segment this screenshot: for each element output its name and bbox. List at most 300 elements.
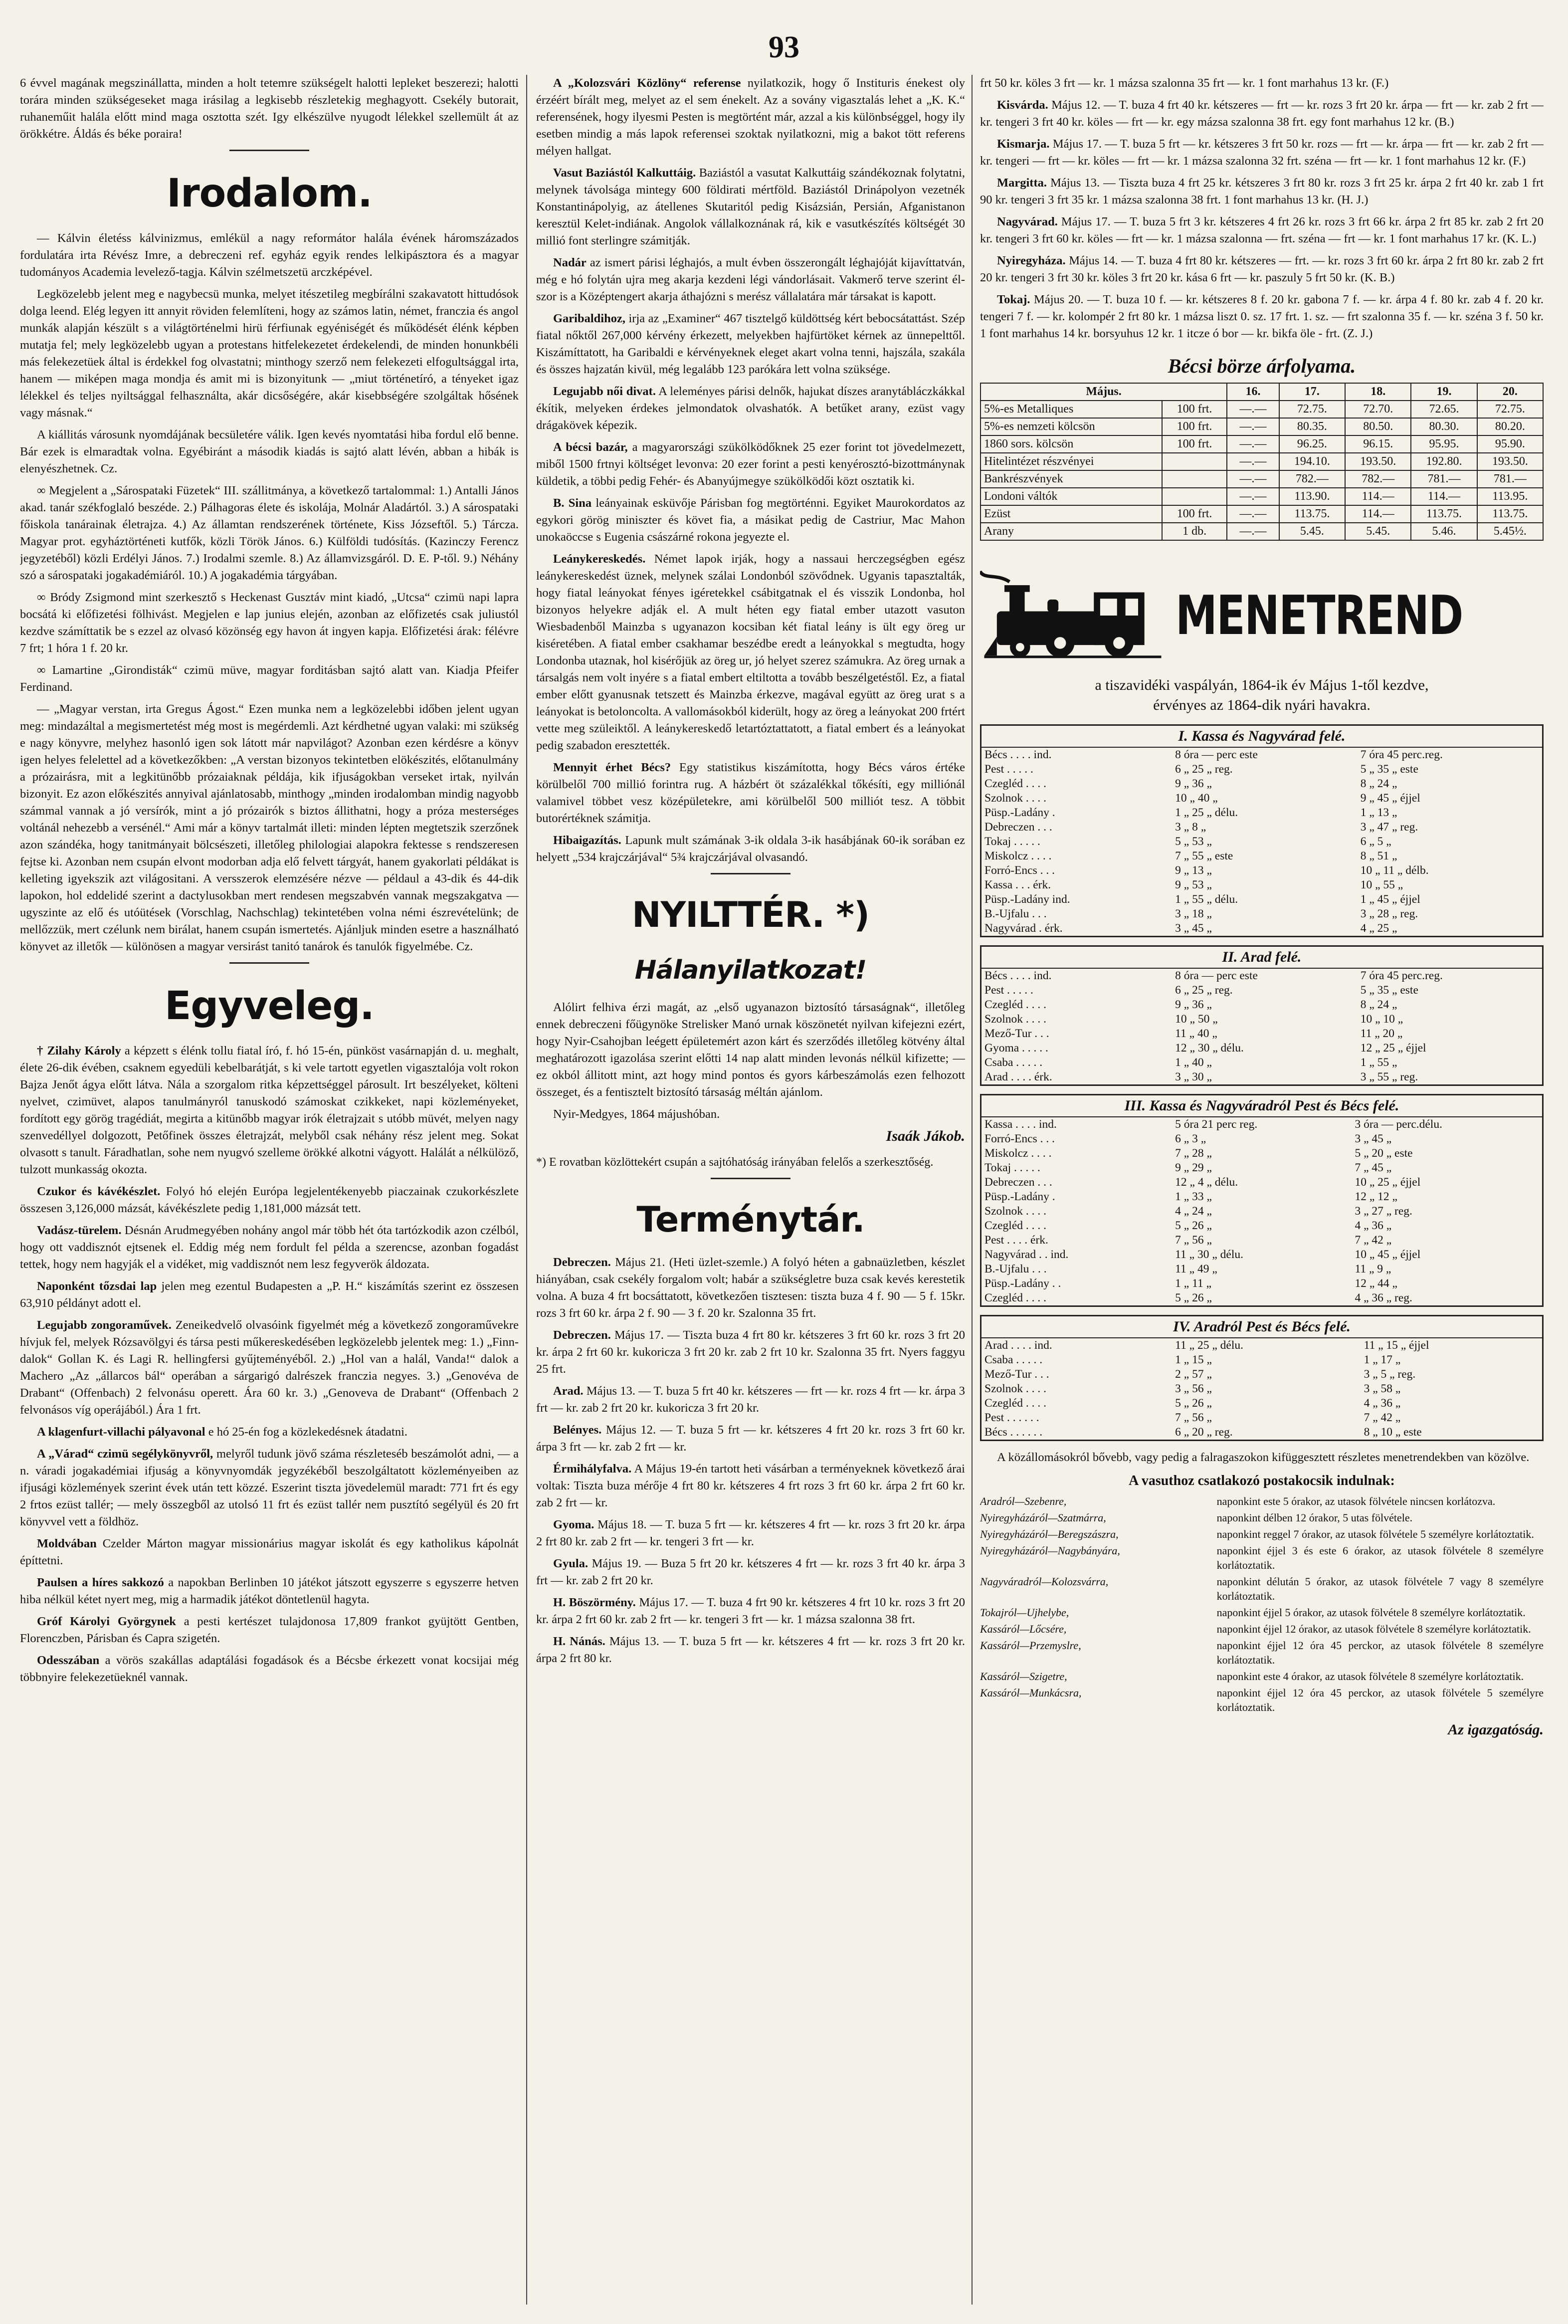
departure-time: 1 „ 11 „: [1175, 1277, 1212, 1290]
departure-time: 9 „ 53 „: [1175, 878, 1212, 891]
column-1: [20, 75, 519, 2305]
news-text: Egy statistikus kiszámította, hogy Bécs város értéke körülbelől 700 millió forintra rug. A házbért öt százalékkal tőkésíti, egy milliónál valamivel többet vesz középületekre, ami körülbelől 500 milliót tesz. A többit butorértéknek számitja.: [536, 761, 965, 825]
timetable-route: [980, 945, 1544, 1086]
column-rule: [972, 75, 973, 2305]
timetable-row: [981, 1041, 1542, 1056]
news-lead: Odesszában: [37, 1654, 100, 1667]
news-lead: Legujabb női divat.: [553, 385, 656, 398]
station-name: B.-Ujfalu . . .: [984, 1263, 1047, 1275]
departure-time: 4 „ 24 „: [1175, 1205, 1212, 1218]
bourse-header: 20.: [1477, 383, 1543, 401]
station-name: Tokaj . . . . .: [984, 835, 1040, 848]
bourse-row: [980, 488, 1543, 505]
departure-time: 8 „ 10 „ este: [1364, 1426, 1422, 1439]
timetable-row: [981, 1262, 1542, 1276]
news-item: [20, 1222, 519, 1273]
station-name: Arad . . . . ind.: [984, 1339, 1052, 1352]
bourse-cell: 100 frt.: [1162, 435, 1227, 453]
news-lead: † Zilahy Károly: [37, 1044, 121, 1057]
departure-time: 3 „ 45 „: [1175, 922, 1212, 935]
timetable-row: [981, 762, 1542, 777]
market-lead: Arad.: [553, 1384, 584, 1398]
bourse-cell: —.—: [1227, 523, 1279, 540]
news-lead: A „Várad“ czimü segélykönyvről,: [37, 1447, 213, 1461]
market-text: Május 12. — T. buza 5 frt — kr. kétszeres 4 frt 20 kr. rozs 3 frt 60 kr. árpa 3 frt — kr. zab 2 frt — kr.: [536, 1423, 965, 1454]
bourse-header: 18.: [1345, 383, 1411, 401]
station-name: Szolnok . . . .: [984, 792, 1047, 805]
departure-time: 10 „ 50 „: [1175, 1013, 1218, 1026]
news-text: irja az „Examiner“ 467 tisztelgő küldöttség kért bebocsátattást. Szép fiatal nőktől 267,000 kérvény érkezett, melyekben hajfürtöket kérnek az ünnepelttől. Kiszámíttatott, ha Garibaldi e kérvényeknek eleget akart volna tenni, hajszála, szakála és összes hajzatán kivül, még legalább 123 parókára lett volna szüksége.: [536, 312, 965, 376]
station-name: Debreczen . . .: [984, 821, 1052, 834]
market-text: Május 14. — T. buza 4 frt 80 kr. kétszeres — frt. — kr. rozs 3 frt 60 kr. árpa 2 frt 80 kr. zab 2 frt 20 kr. tengeri 3 frt 30 kr. köles 3 frt 20 kr. kása 6 frt — kr. paszuly 5 frt 50 kr. (K. B.): [980, 254, 1544, 284]
irodalom-item: Legközelebb jelent meg e nagybecsü munka, melyet itészetileg megbírálni szakavatott hittudósok dolga leend. Elég legyen itt annyit röviden felemlíteni, hogy az számos latin, német, franczia és angol munkák alapján készült s a világtörténelmi hirü férfiunak egyéniségét és működését élénk képben mutatja fel; mely legközelebb ugyan a protestans hitfelekezetet érdekelendi, de minden honunkbéli más felekezetüek által is érdekkel fog olvastatni; minthogy szerző nem felekezeti elfogultsággal irta, hanem — miképen maga mondja és amit mi is bizonyitunk — „miut történetíró, a tényeket igaz lélekkel és teljes nyiltsággal felhasználta, akár dicsőségére, akár kisebbségére szolgáltak hősének vagy másnak.“: [20, 287, 519, 420]
market-lead: H. Nánás.: [553, 1635, 605, 1648]
station-name: Bécs . . . . ind.: [984, 969, 1052, 982]
bourse-cell: 80.35.: [1279, 418, 1345, 435]
departure-time: 3 „ 56 „: [1175, 1382, 1212, 1395]
bourse-security-name: Londoni váltók: [980, 488, 1162, 505]
timetable-row: [981, 969, 1542, 983]
bourse-security-name: Hitelintézet részvényei: [980, 453, 1162, 470]
station-name: Mező-Tur . . .: [984, 1027, 1049, 1040]
bourse-cell: 782.—: [1345, 470, 1411, 488]
bourse-cell: 193.50.: [1345, 453, 1411, 470]
mail-coach-row: [980, 1510, 1544, 1525]
departure-time: 7 „ 45 „: [1355, 1161, 1392, 1174]
market-text: Május 17. — T. buza 5 frt 3 kr. kétszeres 4 frt 26 kr. rozs 3 frt 66 kr. árpa 2 frt 85 kr. zab 2 frt 20 kr. tengeri 3 frt 60 kr. köles — frt — kr. 1 mázsa szalonna — frt. széna — frt — kr. 1 font marhahus 17 kr. (K. L.): [980, 215, 1544, 245]
mail-coach-route: Tokajról—Ujhelybe,: [980, 1606, 1069, 1619]
irodalom-item: ∞ Lamartine „Girondisták“ czimü müve, magyar forditásban sajtó alatt van. Kiadja Pfeifer Ferdinand.: [20, 663, 519, 694]
mail-coach-route: Kassáról—Lőcsére,: [980, 1623, 1067, 1635]
departure-time: 3 „ 30 „: [1175, 1070, 1212, 1083]
timetable-table: [981, 748, 1542, 936]
mail-coach-info: naponkint este 4 órakor, az utasok fölvétele 8 személyre korlátoztatik.: [1216, 1670, 1524, 1683]
timetable-routes: [980, 724, 1544, 1441]
news-text: az ismert párisi léghajós, a mult évben összerongált léghajóját kijavíttatván, még e hó folytán ujra meg akarja kezdeni légi vándorlásait. Vakmerő terve szerint él-szor is a Középtengert akarja áthajózni s merész vállalatára már társakat is kapott.: [536, 256, 965, 303]
market-item: [536, 1633, 965, 1667]
news-item: [20, 1183, 519, 1217]
departure-time: 4 „ 36 „ reg.: [1355, 1291, 1412, 1304]
departure-time: 5 „ 35 „ este: [1360, 984, 1418, 997]
news-lead: Gróf Károlyi Györgynek: [37, 1615, 176, 1628]
bourse-cell: [1162, 453, 1227, 470]
departure-time: 1 „ 40 „: [1175, 1056, 1212, 1069]
market-lead: Debreczen.: [553, 1256, 611, 1269]
news-item: [536, 759, 965, 827]
departure-time: 12 „ 12 „: [1355, 1190, 1397, 1203]
timetable-row: [981, 1132, 1542, 1146]
station-name: Szolnok . . . .: [984, 1205, 1047, 1218]
departure-time: 1 „ 55 „ délu.: [1175, 893, 1238, 906]
mail-coach-info: naponkint délben 12 órakor, 5 utas fölvétele.: [1216, 1511, 1413, 1524]
news-item: [536, 439, 965, 490]
timetable-table: [981, 1117, 1542, 1305]
news-lead: Vasut Baziástól Kalkuttáig.: [553, 166, 696, 180]
station-name: Püsp.-Ladány . .: [984, 1277, 1061, 1290]
bourse-cell: —.—: [1227, 418, 1279, 435]
news-lead: Nadár: [553, 256, 587, 269]
departure-time: 5 „ 20 „ este: [1355, 1147, 1413, 1160]
mail-coach-route: Nyiregyházáról—Szatmárra,: [980, 1511, 1106, 1524]
departure-time: 10 „ 40 „: [1175, 792, 1218, 805]
timetable-row: [981, 1056, 1542, 1070]
departure-time: 7 „ 56 „: [1175, 1234, 1212, 1247]
departure-time: 7 „ 28 „: [1175, 1147, 1212, 1160]
departure-time: 5 „ 26 „: [1175, 1397, 1212, 1410]
timetable-row: [981, 1411, 1542, 1425]
bourse-cell: 100 frt.: [1162, 401, 1227, 418]
mail-coach-route: Kassáról—Przemyslre,: [980, 1639, 1081, 1652]
bourse-cell: 80.50.: [1345, 418, 1411, 435]
station-name: Kassa . . . érk.: [984, 878, 1051, 891]
news-item: [20, 1278, 519, 1312]
market-item: [536, 1422, 965, 1456]
departure-time: 3 „ 18 „: [1175, 907, 1212, 920]
market-item: [536, 1461, 965, 1511]
timetable-row: [981, 820, 1542, 835]
news-text: e hó 25-én fog a közlekedésnek átadatni.: [208, 1425, 408, 1439]
news-lead: Naponként tőzsdai lap: [37, 1279, 157, 1293]
departure-time: 8 „ 24 „: [1360, 777, 1397, 790]
timetable-route-title: III. Kassa és Nagyváradról Pest és Bécs felé.: [981, 1095, 1542, 1117]
bourse-header: 19.: [1411, 383, 1477, 401]
news-item: [536, 75, 965, 160]
departure-time: 1 „ 25 „ délu.: [1175, 806, 1238, 819]
news-item: [536, 551, 965, 754]
departure-time: 3 óra — perc.délu.: [1355, 1118, 1442, 1131]
timetable-route: [980, 1315, 1544, 1441]
mail-coach-title: A vasuthoz csatlakozó postakocsik indulnak:: [1129, 1473, 1395, 1488]
bourse-cell: 113.95.: [1477, 488, 1543, 505]
irodalom-item: — Kálvin életéss kálvinizmus, emlékül a nagy reformátor halála évének háromszázados fordulatára irta Révész Imre, a debreczeni ref. egyház egyik rendes lelkipásztora és a magyar tudományos Academia levelező-tagja. Kálvin szélmetszetü arczképével.: [20, 231, 519, 279]
timetable-row: [981, 1396, 1542, 1411]
departure-time: 11 „ 40 „: [1175, 1027, 1217, 1040]
mail-coach-row: [980, 1543, 1544, 1572]
mail-coach-row: [980, 1527, 1544, 1541]
station-name: Forró-Encs . . .: [984, 864, 1055, 877]
mail-coach-row: [980, 1494, 1544, 1508]
news-text: Baziástól a vasutat Kalkuttáig szándékoznak folytatni, melynek távolsága mintegy 600 földirati mértföld. Baziástól Drinápolyon vezetnék Konstantinápolyig, az átellenes Skutaritól pedig Kisázsián, Persián, Afganistanon keresztül Kelet-indiának. Angolok vállalkoznának rá, kik e vasutkészítés költségét 30 millió font sterlingre számitják.: [536, 166, 965, 247]
mail-coach-route: Nagyváradról—Kolozsvárra,: [980, 1575, 1109, 1588]
market-text: A Május 19-én tartott heti vásárban a terményeknek következő árai voltak: Tiszta buza mérője 4 frt 80 kr. kétszeres 4 frt rozs 3 frt 60 kr. árpa 2 frt 60 kr. zab 2 frt — kr.: [536, 1462, 965, 1509]
market-item: [536, 1254, 965, 1322]
departure-time: 6 „ 25 „ reg.: [1175, 763, 1233, 776]
departure-time: 10 „ 25 „ éjjel: [1355, 1176, 1421, 1189]
news-lead: Leánykereskedés.: [553, 552, 646, 566]
departure-time: 8 óra — perc este: [1175, 748, 1258, 761]
market-text: frt 50 kr. köles 3 frt — kr. 1 mázsa szalonna 35 frt — kr. 1 font marhahus 13 kr. (F.): [980, 76, 1389, 90]
news-text: leányainak esküvője Párisban fog megtörténni. Egyiket Maurokordatos az egykori görög miniszter és követ fia, a másikat pedig de Castriur, Mac Mahon unokaöccse s Eugenia császárné rokona jegyezte el.: [536, 496, 965, 544]
separator: [229, 150, 309, 151]
footnote: *) E rovatban közlöttekért csupán a sajtóhatóság irányában felelős a szerkesztőség.: [536, 1156, 934, 1169]
timetable-table: [981, 969, 1542, 1084]
mail-coach-info: naponkint reggel 7 órakor, az utasok fölvétele 5 személyre korlátoztatik.: [1216, 1528, 1534, 1540]
mail-coach-info: naponkint éjjel 3 és este 6 órakor, az utasok fölvétele 8 személyre korlátoztatik.: [1216, 1544, 1544, 1571]
authority-signature: Az igazgatóság.: [1448, 1721, 1544, 1738]
station-name: Kassa . . . . ind.: [984, 1118, 1057, 1131]
column-3: [980, 75, 1544, 2305]
market-item: [980, 136, 1544, 170]
market-lead: Debreczen.: [553, 1328, 611, 1342]
bourse-header-row: [980, 383, 1543, 401]
news-lead: Legujabb zongoraművek.: [37, 1318, 172, 1332]
market-lead: Kismarja.: [997, 137, 1050, 151]
market-text: Május 12. — T. buza 4 frt 40 kr. kétszeres — frt — kr. rozs 3 frt 20 kr. árpa — frt — kr. zab 2 frt — kr. tengeri 3 frt 40 kr. köles — frt — kr. egy mázsa szalonna 38 frt. egy font marhahus 12 kr. (B.): [980, 98, 1544, 129]
departure-time: 5 óra 21 perc reg.: [1175, 1118, 1258, 1131]
departure-time: 3 „ 45 „: [1355, 1132, 1392, 1145]
bourse-cell: 782.—: [1279, 470, 1345, 488]
departure-time: 5 „ 26 „: [1175, 1219, 1212, 1232]
departure-time: 10 „ 45 „ éjjel: [1355, 1248, 1421, 1261]
market-item: [980, 75, 1544, 92]
departure-time: 12 „ 25 „ éjjel: [1360, 1042, 1426, 1055]
bourse-cell: 72.75.: [1477, 401, 1543, 418]
bourse-security-name: 1860 sors. kölcsön: [980, 435, 1162, 453]
news-item: [20, 1535, 519, 1569]
news-text: a képzett s élénk tollu fiatal író, f. hó 15-én, pünköst vasárnapján d. u. meghalt, élete 26-dik évében, csaknem egyedüli kebelbarátját, s ki vele tartott egyetlen vigasztalója volt rokon Bajza Jenőt ágya előtt látva. Nála a szorgalom ritka képzettséggel párosult. Irt beszélyeket, költeni nyelvet, czimüvet, alapos tanulmányról tanuskodó számoskat czikkeket, napi közleményeket, fordított egy görög tragédiát, megirta a kitünőbb magyar irók életrajzait s utóbb müvét, melyen nagy szenvedéllyel dolgozott, Petőfinek összes életrajzát, melyből csak néhány rész jelent meg. Sokat olvasott s tanult. Fáradhatlan, sohe nem nyugvó szelleme örökké alkotni vágyott. Halálát a nélkülöző, tulzott munkasság okozta.: [20, 1044, 519, 1176]
station-name: Forró-Encs . . .: [984, 1132, 1055, 1145]
departure-time: 7 „ 42 „: [1355, 1234, 1392, 1247]
news-item: [20, 1317, 519, 1419]
bourse-cell: 5.45½.: [1477, 523, 1543, 540]
thanks-heading: Hálanyilatkozat!: [634, 955, 867, 985]
bourse-security-name: Bankrészvények: [980, 470, 1162, 488]
bourse-table: [980, 383, 1544, 541]
bourse-cell: 100 frt.: [1162, 418, 1227, 435]
locomotive-icon: [980, 561, 1166, 670]
timetable-row: [981, 777, 1542, 791]
mail-coach-route: Kassáról—Szigetre,: [980, 1670, 1067, 1683]
departure-time: 10 „ 10 „: [1360, 1013, 1403, 1026]
station-name: Czegléd . . . .: [984, 1291, 1046, 1304]
departure-time: 11 „ 15 „ éjjel: [1364, 1339, 1429, 1352]
bourse-cell: 113.90.: [1279, 488, 1345, 505]
news-text: a pesti kertészet tulajdonosa 17,809 frankot gyüjtött Gentben, Florenczben, Párisban és Capra szigetén.: [20, 1615, 519, 1645]
departure-time: 3 „ 47 „ reg.: [1360, 821, 1418, 834]
bourse-cell: 113.75.: [1477, 505, 1543, 523]
bourse-body: [980, 401, 1543, 540]
mail-coach-route: Aradról—Szebenre,: [980, 1495, 1067, 1507]
mail-coach-route: Kassáról—Munkácsra,: [980, 1687, 1082, 1699]
mail-coach-row: [980, 1669, 1544, 1684]
mail-coach-row: [980, 1622, 1544, 1636]
egyveleg-heading: Egyveleg.: [165, 984, 374, 1029]
market-text: Május 13. — T. buza 5 frt 40 kr. kétszeres — frt — kr. rozs 4 frt — kr. árpa 3 frt — kr. zab 2 frt 20 kr. kukoricza 3 frt 20 kr.: [536, 1384, 965, 1415]
market-lead: Érmihályfalva.: [553, 1462, 632, 1476]
station-name: Czegléd . . . .: [984, 998, 1046, 1011]
bourse-cell: —.—: [1227, 505, 1279, 523]
departure-time: 9 „ 29 „: [1175, 1161, 1212, 1174]
timetable-row: [981, 1367, 1542, 1382]
market-text: Május 18. — T. buza 5 frt — kr. kétszeres 4 frt — kr. rozs 3 frt 20 kr. árpa 2 frt 80 kr. zab 2 frt — kr. tengeri 3 frt — kr.: [536, 1518, 965, 1548]
bourse-cell: 100 frt.: [1162, 505, 1227, 523]
departure-time: 6 „ 3 „: [1175, 1132, 1206, 1145]
station-name: Gyoma . . . . .: [984, 1042, 1048, 1055]
timetable-row: [981, 1425, 1542, 1440]
market-item: [980, 213, 1544, 247]
departure-time: 3 „ 55 „ reg.: [1360, 1070, 1418, 1083]
timetable-table: [981, 1338, 1542, 1440]
bourse-cell: 192.80.: [1411, 453, 1477, 470]
mail-coach-info: naponkint éjjel 12 órakor, az utasok fölvétele 8 személyre korlátoztatik.: [1216, 1623, 1531, 1635]
timetable-title: MENETREND: [1175, 584, 1463, 647]
timetable-row: [981, 1117, 1542, 1132]
market-lead: Nagyvárad.: [997, 215, 1058, 228]
timetable-row: [981, 863, 1542, 878]
news-lead: Hibaigazítás.: [553, 834, 621, 847]
timetable-row: [981, 748, 1542, 762]
market-lead: Gyula.: [553, 1557, 588, 1570]
departure-time: 1 „ 55 „: [1360, 1056, 1397, 1069]
news-lead: Paulsen a híres sakkozó: [37, 1576, 164, 1589]
market-item: [536, 1555, 965, 1589]
news-text: a napokban Berlinben 10 játékot játszott egyszerre s egyszerre hetven hiba nélkül kétet nyert meg, mig a harmadik játékot döntetlenül hagyta.: [20, 1576, 519, 1606]
departure-time: 5 „ 26 „: [1175, 1291, 1212, 1304]
timetable-note: A közállomásokról bővebb, vagy pedig a falragaszokon kifüggesztett részletes menetrendekben van közölve.: [997, 1451, 1530, 1464]
news-lead: A „Kolozsvári Közlöny“ referense: [553, 76, 741, 90]
departure-time: 9 „ 36 „: [1175, 777, 1212, 790]
departure-time: 7 „ 56 „: [1175, 1411, 1212, 1424]
market-item: [980, 252, 1544, 286]
departure-time: 2 „ 57 „: [1175, 1368, 1212, 1381]
departure-time: 11 „ 30 „ délu.: [1175, 1248, 1243, 1261]
bourse-cell: —.—: [1227, 488, 1279, 505]
departure-time: 7 „ 42 „: [1364, 1411, 1401, 1424]
timetable-row: [981, 921, 1542, 936]
departure-time: 4 „ 36 „: [1364, 1397, 1401, 1410]
timetable-row: [981, 1027, 1542, 1041]
station-name: Pest . . . . érk.: [984, 1234, 1048, 1247]
market-lead: Gyoma.: [553, 1518, 594, 1531]
bourse-cell: —.—: [1227, 401, 1279, 418]
column-2: [536, 75, 965, 2305]
news-item: [536, 495, 965, 546]
timetable-row: [981, 1233, 1542, 1248]
bourse-row: [980, 401, 1543, 418]
departure-time: 4 „ 36 „: [1355, 1219, 1392, 1232]
departure-time: 9 „ 13 „: [1175, 864, 1212, 877]
market-text: Május 13. — T. buza 5 frt — kr. kétszeres 4 frt — kr. rozs 3 frt 20 kr. árpa 2 frt 80 kr.: [536, 1635, 965, 1665]
bourse-cell: —.—: [1227, 453, 1279, 470]
departure-time: 8 „ 24 „: [1360, 998, 1397, 1011]
bourse-header: 17.: [1279, 383, 1345, 401]
timetable-route: [980, 1094, 1544, 1307]
irodalom-item: — „Magyar verstan, irta Gregus Ágost.“ Ezen munka nem a legközelebbi időben jelent ugyan meg: mindazáltal a megismertetést még most is megérdemli. Azt kérdhetné ugyan valaki: mi szükség e nagy könyvre, melyhez hasonló igen sok látott már napvilágot? Azonban ezen kérdésre a könyv igen helyes felelettel ad a következőkben: „A verstan bizonyos tekintetben elökészités, előtanulmány a prózairásra, mit a legkitünőbb prózaiaknak példája, kik ifjuságokban verseket irtak, nyilván bizonyit. Ez azon előkészités annyival ajánlatosabb, minthogy „minden irodalomban mindig nagyobb számmal vannak a jó versírók, mint a jó prózairók s biztos állithatni, hogy a próza mesterséges voltánál nehezebb a versénél.“ Ami már a könyv tartalmát illeti: minden lépten megtetszik szerzőnek azon szándéka, hogy tanitmányait bölcsészeti, illetőleg philologiai alapokra fektesse s rendszeresen fejtse ki. Azonban nem csupán elvont modorban adja elő felvett tárgyát, hanem gyakorlati példákat is kelleting igyekszik azt világositani. A versszerok elemzésére nézve — példaul a 43-dik és 44-dik lapokon, hol eddelidé szerint a dactylusokban mert rendesen megszabvén vannak megszakgatva — ugyszinte az elő és utóütések (Vorschlag, Nachschlag) tekintetében volna némi észrevételünk; de mellőzzük, mert czélunk nem birálat, hanem csupán ismertetés. Ajánljuk minden esetre a használható könyvet az illetők — különösen a magyar versirást tanitó tanárok és tanulók figyelmébe. Cz.: [20, 702, 519, 953]
market-text: Május 20. — T. buza 10 f. — kr. kétszeres 8 f. 20 kr. gabona 7 f. — kr. árpa 4 f. 80 kr. zab 4 f. 20 kr. tengeri 7 f. — kr. kolompér 2 frt 80 kr. 1 mázsa liszt 0. sz. 17 frt. 1. sz. — frt szalonna 35 f. — kr. széna 3 f. 50 kr. 1 font marhahus 14 kr. borsyuhus 12 kr. 1 itcze ó bor — kr. bikfa öle - frt. (Z. J.): [980, 293, 1544, 340]
timetable-row: [981, 806, 1542, 820]
bourse-cell: 72.70.: [1345, 401, 1411, 418]
bourse-header: 16.: [1227, 383, 1279, 401]
market-item: [980, 175, 1544, 209]
departure-time: 6 „ 20 „ reg.: [1175, 1426, 1233, 1439]
market-item: [980, 291, 1544, 342]
market-item: [536, 1327, 965, 1378]
news-lead: B. Sina: [553, 496, 592, 510]
page-number: 93: [769, 30, 799, 64]
station-name: Szolnok . . . .: [984, 1382, 1047, 1395]
station-name: Debreczen . . .: [984, 1176, 1052, 1189]
mail-coach-info: naponkint este 5 órakor, az utasok fölvétele nincsen korlátozva.: [1216, 1495, 1496, 1507]
mail-coach-row: [980, 1605, 1544, 1620]
news-text: nyilatkozik, hogy ő Instituris énekest oly érzéért bírált meg, melyet az el sem énekelt. Az a sovány vigasztalás lehet a „K. K.“ referensének, hogy ilyesmi Pesten is megtörtént már, azzal a kis különbséggel, hogy ily esetben mindig a más lapok referensei szoktak nyilatkozni, mig a bakot tött referens mélyen hallgat.: [536, 76, 965, 158]
timetable-route-title: IV. Aradról Pest és Bécs felé.: [981, 1316, 1542, 1338]
departure-time: 5 „ 35 „ este: [1360, 763, 1418, 776]
bourse-row: [980, 418, 1543, 435]
news-item: [20, 1574, 519, 1608]
timetable-row: [981, 1012, 1542, 1027]
timetable-row: [981, 1338, 1542, 1353]
timetable-row: [981, 1146, 1542, 1161]
bourse-cell: 95.90.: [1477, 435, 1543, 453]
news-text: jelen meg ezentul Budapesten a „P. H.“ kiszámítás szerint ez összesen 63,910 példányt adott el.: [20, 1279, 519, 1310]
station-name: Pest . . . . .: [984, 763, 1033, 776]
station-name: Nagyvárad . . ind.: [984, 1248, 1069, 1261]
news-lead: Vadász-türelem.: [37, 1224, 122, 1237]
timetable-row: [981, 1276, 1542, 1291]
news-text: Lapunk mult számának 3-ik oldala 3-ik hasábjának 60-ik sorában ez helyett „534 krajczárjával“ 5¾ krajczárjával olvasandó.: [536, 834, 965, 864]
market-text: Május 13. — Tiszta buza 4 frt 25 kr. kétszeres 3 frt 80 kr. rozs 3 frt 25 kr. árpa 2 frt 40 kr. zab 1 frt 90 kr. tengeri 3 frt 35 kr. 1 mázsa szalonna 38 frt. 1 font marhahus 13 kr. (H. J.): [980, 176, 1544, 207]
bourse-title: Bécsi börze árfolyama.: [1168, 355, 1356, 377]
bourse-row: [980, 470, 1543, 488]
market-text: Május 17. — Tiszta buza 4 frt 80 kr. kétszeres 3 frt 60 kr. rozs 3 frt 20 kr. árpa 2 frt 60 kr. kukoricza 3 frt 20 kr. zab 2 frt 10 kr. Szalonna 35 frt. Nyers faggyu 25 frt.: [536, 1328, 965, 1376]
station-name: Miskolcz . . . .: [984, 1147, 1052, 1160]
station-name: Czegléd . . . .: [984, 1397, 1046, 1410]
bourse-cell: 72.75.: [1279, 401, 1345, 418]
thanks-place: Nyir-Medgyes, 1864 májushóban.: [553, 1107, 720, 1121]
market-item: [536, 1516, 965, 1550]
news-lead: Garibaldihoz,: [553, 312, 625, 325]
market-item: [980, 97, 1544, 131]
market-lead: Belényes.: [553, 1423, 602, 1437]
departure-time: 7 „ 55 „ este: [1175, 849, 1233, 862]
departure-time: 1 „ 15 „: [1175, 1353, 1212, 1366]
departure-time: 5 „ 53 „: [1175, 835, 1212, 848]
nyiltter-heading: NYILTTÉR. *): [631, 894, 870, 935]
departure-time: 4 „ 25 „: [1360, 922, 1397, 935]
timetable-row: [981, 791, 1542, 806]
bourse-cell: —.—: [1227, 435, 1279, 453]
irodalom-item: ∞ Bródy Zsigmond mint szerkesztő s Heckenast Gusztáv mint kiadó, „Utcsa“ czimü napi lapra bocsátá ki előfizetési fölhivást. Megjelen e lap junius elején, azonban az előfizetés csak juliustól kezdve számíttatik be s ezzel az olvasó közönség egy havon át ingyen kapja. Előfizetési árak: félévre 7 frt; 1 hóra 1 f. 20 kr.: [20, 591, 519, 655]
station-name: Czegléd . . . .: [984, 1219, 1046, 1232]
departure-time: 8 óra — perc este: [1175, 969, 1258, 982]
market-lead: Margitta.: [997, 176, 1047, 190]
timetable-subtitle-line: a tiszavidéki vaspályán, 1864-ik év Május 1-től kezdve,: [1095, 677, 1429, 693]
bourse-cell: 95.95.: [1411, 435, 1477, 453]
news-item: [20, 1446, 519, 1530]
departure-time: 3 „ 58 „: [1364, 1382, 1401, 1395]
timetable-row: [981, 849, 1542, 863]
bourse-row: [980, 435, 1543, 453]
separator: [711, 873, 790, 874]
termenytar-heading: Terménytár.: [636, 1199, 865, 1240]
bourse-row: [980, 505, 1543, 523]
station-name: Püsp.-Ladány .: [984, 806, 1055, 819]
mail-coach-route: Nyiregyházáról—Beregszászra,: [980, 1528, 1119, 1540]
bourse-cell: 96.25.: [1279, 435, 1345, 453]
mail-coach-info: naponkint éjjel 12 óra 45 perckor, az utasok fölvétele 5 személyre korlátoztatik.: [1216, 1687, 1544, 1713]
departure-time: 11 „ 25 „ délu.: [1175, 1339, 1243, 1352]
mail-coach-row: [980, 1574, 1544, 1603]
departure-time: 3 „ 8 „: [1175, 821, 1206, 834]
timetable-subtitle-line: érvényes az 1864-dik nyári havakra.: [1153, 697, 1371, 713]
news-item: [20, 1613, 519, 1647]
timetable-route-title: I. Kassa és Nagyvárad felé.: [981, 726, 1542, 748]
irodalom-heading: Irodalom.: [167, 171, 372, 216]
market-text: Május 17. — T. buza 4 frt 90 kr. kétszeres 4 frt 10 kr. rozs 3 frt 20 kr. árpa 2 frt 60 kr. zab 2 frt — kr. tengeri 3 frt — kr. 1 mázsa szalonna 38 frt.: [536, 1596, 965, 1626]
departure-time: 6 „ 25 „ reg.: [1175, 984, 1233, 997]
news-item: [536, 254, 965, 305]
market-text: Május 21. (Heti üzlet-szemle.) A folyó héten a gabnaüzletben, készlet hiányában, csak csekély forgalom volt; habár a szükségletre buza csak kevés kerestetik volna. A buza 4 frt bocsáttatott, következően tisztesen: tiszta buza 4 f. 90 — 5 f. 15kr. rozs 3 frt 60 kr. árpa 2 f. 90 — 3 f. 20 kr. Szalonna 35 frt.: [536, 1256, 965, 1320]
